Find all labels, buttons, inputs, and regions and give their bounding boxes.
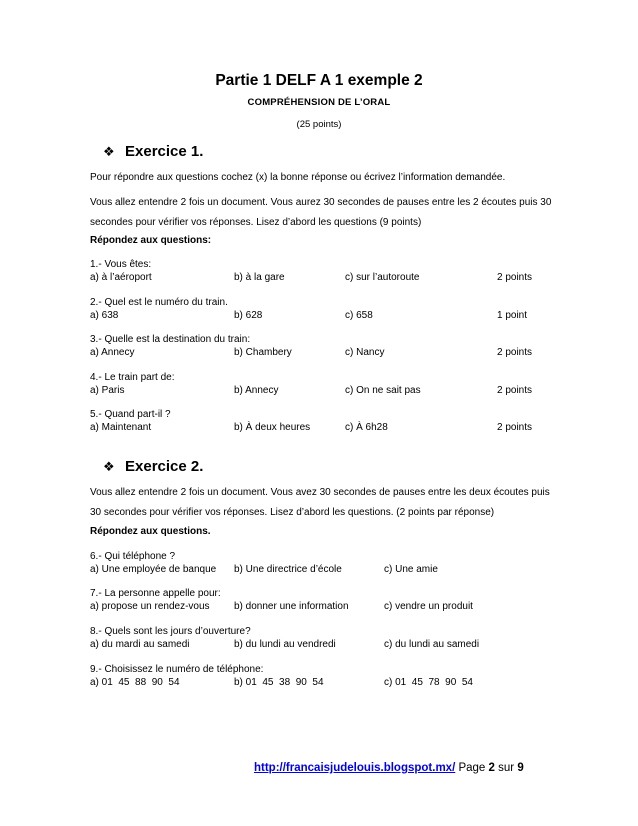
blog-link[interactable]: http://francaisjudelouis.blogspot.mx/	[254, 762, 456, 774]
question-text: 3.- Quelle est la destination du train:	[90, 334, 251, 345]
question-text: 4.- Le train part de:	[90, 372, 175, 383]
question-text: 2.- Quel est le numéro du train.	[90, 297, 228, 308]
option-b[interactable]: b) donner une information	[234, 601, 349, 612]
option-c[interactable]: c) sur l’autoroute	[345, 272, 420, 283]
question-points: 2 points	[497, 385, 533, 396]
diamond-bullet-icon: ❖	[103, 144, 115, 159]
option-b[interactable]: b) Chambery	[234, 347, 292, 358]
option-a[interactable]: a) à l’aéroport	[90, 272, 152, 283]
option-b[interactable]: b) à la gare	[234, 272, 285, 283]
section-subtitle: COMPRÉHENSION DE L’ORAL	[247, 97, 391, 108]
option-b[interactable]: b) 01 45 38 90 54	[234, 677, 324, 688]
option-c[interactable]: c) 01 45 78 90 54	[384, 677, 473, 688]
question-text: 6.- Qui téléphone ?	[90, 551, 176, 562]
exercise-2-paragraph: Vous allez entendre 2 fois un document. Vous avez 30 secondes de pauses entre les deux écoutes puis 30 secondes pour vérifier vos réponses. Lisez d’abord les questions. (2 points par réponse)	[90, 487, 550, 518]
option-b[interactable]: b) À deux heures	[234, 422, 311, 433]
option-c[interactable]: c) Une amie	[384, 564, 438, 575]
page-title: Partie 1 DELF A 1 exemple 2	[215, 72, 423, 89]
option-c[interactable]: c) vendre un produit	[384, 601, 473, 612]
option-a[interactable]: a) Paris	[90, 385, 125, 396]
page-label: Page	[458, 762, 486, 774]
question-points: 1 point	[497, 310, 528, 321]
exercise-1-title: Exercice 1.	[125, 143, 204, 160]
question-text: 9.- Choisissez le numéro de téléphone:	[90, 664, 264, 675]
option-b[interactable]: b) du lundi au vendredi	[234, 639, 336, 650]
option-c[interactable]: c) du lundi au samedi	[384, 639, 480, 650]
question-points: 2 points	[497, 422, 533, 433]
exercise-1-heading	[103, 143, 203, 160]
exercise-1-paragraph: Vous allez entendre 2 fois un document. Vous aurez 30 secondes de pauses entre les 2 écoutes puis 30 secondes pour vérifier vos réponses. Lisez d’abord les questions (9 points)	[90, 197, 552, 228]
option-c[interactable]: c) Nancy	[345, 347, 385, 358]
question-text: 8.- Quels sont les jours d’ouverture?	[90, 626, 251, 637]
option-a[interactable]: a) 638	[90, 310, 119, 321]
option-a[interactable]: a) Annecy	[90, 347, 135, 358]
exercise-1-prompt: Répondez aux questions:	[90, 235, 212, 246]
exercise-2-title: Exercice 2.	[125, 458, 204, 475]
question-points: 2 points	[497, 272, 533, 283]
option-c[interactable]: c) 658	[345, 310, 373, 321]
question-text: 7.- La personne appelle pour:	[90, 588, 221, 599]
option-a[interactable]: a) 01 45 88 90 54	[90, 677, 180, 688]
option-a[interactable]: a) Maintenant	[90, 422, 152, 433]
exercise-2-prompt: Répondez aux questions.	[90, 526, 211, 537]
option-a[interactable]: a) propose un rendez-vous	[90, 601, 210, 612]
question-text: 1.- Vous êtes:	[90, 259, 152, 270]
option-a[interactable]: a) Une employée de banque	[90, 564, 217, 575]
option-b[interactable]: b) Une directrice d’école	[234, 564, 342, 575]
exercise-2-heading	[103, 458, 203, 475]
exercise-1-instruction: Pour répondre aux questions cochez (x) la bonne réponse ou écrivez l’information demandée.	[90, 172, 506, 183]
page-total: 9	[517, 762, 524, 774]
option-a[interactable]: a) du mardi au samedi	[90, 639, 190, 650]
total-points: (25 points)	[296, 119, 342, 130]
option-c[interactable]: c) À 6h28	[345, 422, 388, 433]
page-number: 2	[488, 762, 495, 774]
diamond-bullet-icon: ❖	[103, 459, 115, 474]
question-text: 5.- Quand part-il ?	[90, 409, 171, 420]
option-c[interactable]: c) On ne sait pas	[345, 385, 421, 396]
question-points: 2 points	[497, 347, 533, 358]
page-footer	[254, 762, 524, 774]
page-sur-label: sur	[498, 762, 515, 774]
option-b[interactable]: b) 628	[234, 310, 263, 321]
option-b[interactable]: b) Annecy	[234, 385, 279, 396]
